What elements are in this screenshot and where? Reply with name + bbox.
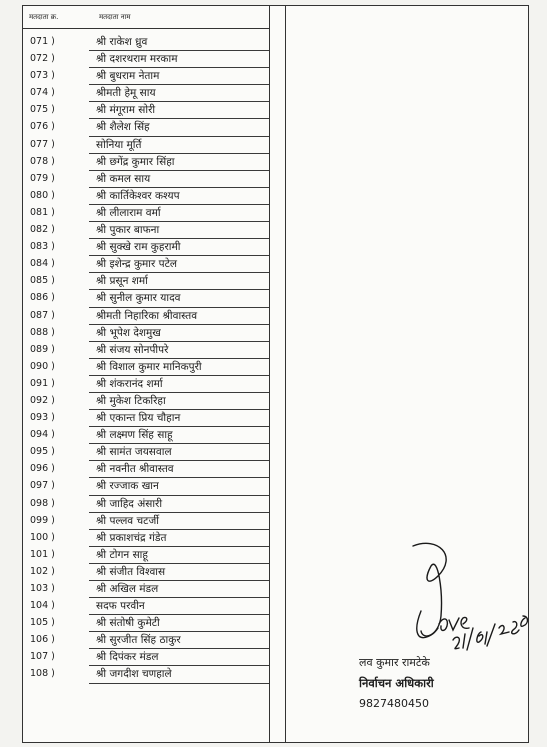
row-rule xyxy=(89,272,269,273)
voter-serial: 074 ) xyxy=(30,87,55,99)
document-sheet xyxy=(22,5,529,743)
list-item xyxy=(23,633,269,650)
list-item xyxy=(23,343,269,360)
voter-name: श्री मंगूराम सोरी xyxy=(96,104,156,117)
voter-serial: 097 ) xyxy=(30,480,55,492)
voter-name: श्री टोगन साहू xyxy=(96,548,148,561)
voter-serial: 077 ) xyxy=(30,138,55,150)
list-item xyxy=(23,394,269,411)
list-item xyxy=(23,274,269,291)
list-item xyxy=(23,326,269,343)
voter-serial: 071 ) xyxy=(30,36,55,47)
row-rule xyxy=(89,648,269,649)
list-item xyxy=(23,479,269,496)
row-rule xyxy=(89,255,269,256)
voter-name: श्री प्रसून शर्मा xyxy=(96,275,148,288)
row-rule xyxy=(89,495,269,496)
row-rule xyxy=(89,529,269,530)
row-rule xyxy=(89,153,269,154)
row-rule xyxy=(89,580,269,581)
voter-name: श्री जाहिद अंसारी xyxy=(96,497,163,510)
row-rule xyxy=(89,358,269,359)
list-item xyxy=(23,291,269,308)
row-rule xyxy=(89,238,269,239)
row-rule xyxy=(89,631,269,632)
voter-serial: 105 ) xyxy=(30,617,55,629)
voter-name: श्रीमती हेमू साय xyxy=(96,87,156,100)
table-header xyxy=(23,6,269,29)
voter-name: श्री कमल साय xyxy=(96,172,151,185)
list-item xyxy=(23,223,269,240)
voter-serial: 087 ) xyxy=(30,309,55,321)
row-rule xyxy=(89,426,269,427)
row-rule xyxy=(89,101,269,102)
voter-name: श्री मुकेश टिकरिहा xyxy=(96,394,166,407)
voter-serial: 106 ) xyxy=(30,634,55,646)
voter-serial: 104 ) xyxy=(30,600,55,612)
voter-serial: 072 ) xyxy=(30,53,55,65)
list-item xyxy=(23,462,269,479)
row-rule xyxy=(89,221,269,222)
voter-serial: 101 ) xyxy=(30,548,55,560)
voter-serial: 103 ) xyxy=(30,583,55,594)
voter-serial: 098 ) xyxy=(30,497,55,509)
list-item xyxy=(23,445,269,462)
list-item xyxy=(23,616,269,633)
voter-serial: 090 ) xyxy=(30,360,55,372)
voter-serial: 078 ) xyxy=(30,155,55,167)
row-rule xyxy=(89,204,269,205)
list-item xyxy=(23,69,269,86)
row-rule xyxy=(89,563,269,564)
signature-block xyxy=(359,655,529,710)
voter-name: श्री विशाल कुमार मानिकपुरी xyxy=(96,360,202,373)
list-item xyxy=(23,377,269,394)
voter-name: श्री कार्तिकेश्वर कश्यप xyxy=(96,189,180,202)
row-rule xyxy=(89,187,269,188)
row-rule xyxy=(89,341,269,342)
list-item xyxy=(23,428,269,445)
row-rule xyxy=(89,392,269,393)
list-item xyxy=(23,411,269,428)
voter-serial: 088 ) xyxy=(30,326,55,338)
voter-name: श्री छगेंद्र कुमार सिंहा xyxy=(96,155,175,168)
voter-name: श्री पल्लव चटर्जी xyxy=(96,514,159,527)
voter-name: श्री दिपंकर मंडल xyxy=(96,651,159,664)
row-rule xyxy=(89,50,269,51)
voter-serial: 096 ) xyxy=(30,463,55,475)
list-item xyxy=(23,599,269,616)
row-rule xyxy=(89,136,269,137)
voter-serial: 073 ) xyxy=(30,70,55,82)
officer-phone: 9827480450 xyxy=(359,697,429,710)
row-rule xyxy=(89,477,269,478)
voter-serial: 081 ) xyxy=(30,206,55,218)
voter-serial: 102 ) xyxy=(30,565,55,577)
list-item xyxy=(23,103,269,120)
list-item xyxy=(23,650,269,667)
list-item xyxy=(23,172,269,189)
voter-name: श्री प्रकाशचंद्र गंडेत xyxy=(96,531,167,544)
voter-name: श्री शंकरानंद शर्मा xyxy=(96,377,163,390)
column-divider xyxy=(269,6,270,742)
row-rule xyxy=(89,683,269,684)
row-rule xyxy=(89,409,269,410)
voter-serial: 076 ) xyxy=(30,121,55,133)
voter-serial: 107 ) xyxy=(30,651,55,663)
voter-serial: 094 ) xyxy=(30,429,55,441)
voter-name: श्री सुरजीत सिंह ठाकुर xyxy=(96,634,181,647)
row-rule xyxy=(89,289,269,290)
list-item xyxy=(23,360,269,377)
voter-name: श्रीमती निहारिका श्रीवास्तव xyxy=(96,309,198,322)
row-rule xyxy=(89,443,269,444)
voter-list xyxy=(23,35,269,685)
row-rule xyxy=(89,375,269,376)
name-header: मतदाता नाम xyxy=(99,13,131,21)
column-divider xyxy=(285,6,286,742)
voter-name: श्री रज्जाक खान xyxy=(96,480,159,493)
officer-name: लव कुमार रामटेके xyxy=(359,656,430,669)
voter-serial: 083 ) xyxy=(30,241,55,253)
voter-serial: 092 ) xyxy=(30,394,55,406)
voter-serial: 084 ) xyxy=(30,258,55,270)
voter-serial: 100 ) xyxy=(30,531,55,543)
voter-serial: 091 ) xyxy=(30,377,55,389)
row-rule xyxy=(89,512,269,513)
row-rule xyxy=(89,460,269,461)
voter-name: श्री दशरथराम मरकाम xyxy=(96,53,178,66)
voter-name: श्री सामंत जयसवाल xyxy=(96,446,172,459)
voter-serial: 089 ) xyxy=(30,343,55,355)
voter-name: श्री लक्ष्मण सिंह साहू xyxy=(96,429,173,442)
voter-serial: 086 ) xyxy=(30,292,55,304)
list-item xyxy=(23,52,269,69)
voter-serial: 095 ) xyxy=(30,446,55,458)
voter-serial: 079 ) xyxy=(30,172,55,184)
voter-name: श्री एकान्त प्रिय चौहान xyxy=(96,412,181,425)
list-item xyxy=(23,667,269,684)
serial-header: मतदाता क्र. xyxy=(29,13,59,21)
voter-serial: 080 ) xyxy=(30,189,55,201)
voter-serial: 108 ) xyxy=(30,668,55,680)
row-rule xyxy=(89,67,269,68)
voter-name: श्री सुनील कुमार यादव xyxy=(96,292,181,305)
voter-serial: 082 ) xyxy=(30,224,55,236)
voter-name: श्री भूपेश देशमुख xyxy=(96,326,161,339)
list-item xyxy=(23,514,269,531)
row-rule xyxy=(89,170,269,171)
list-item xyxy=(23,548,269,565)
voter-name: श्री संजीत विश्वास xyxy=(96,565,166,578)
voter-serial: 093 ) xyxy=(30,412,55,424)
voter-name: श्री पुकार बाफना xyxy=(96,224,160,237)
row-rule xyxy=(89,324,269,325)
voter-name: श्री अखिल मंडल xyxy=(96,583,159,595)
voter-name: श्री जगदीश चणहाले xyxy=(96,668,172,681)
voter-name: श्री सुक्खे राम कुहरामी xyxy=(96,241,181,254)
voter-name: श्री संतोषी कुमेटी xyxy=(96,617,160,630)
voter-serial: 085 ) xyxy=(30,275,55,287)
signature-image xyxy=(383,536,543,656)
list-item xyxy=(23,86,269,103)
row-rule xyxy=(89,307,269,308)
voter-name: श्री बुधराम नेताम xyxy=(96,70,160,83)
voter-name: श्री लीलाराम वर्मा xyxy=(96,206,161,219)
list-item xyxy=(23,531,269,548)
voter-name: श्री शैलेश सिंह xyxy=(96,121,150,134)
row-rule xyxy=(89,597,269,598)
voter-serial: 099 ) xyxy=(30,514,55,526)
list-item xyxy=(23,155,269,172)
voter-name: श्री नवनीत श्रीवास्तव xyxy=(96,463,174,476)
list-item xyxy=(23,309,269,326)
list-item xyxy=(23,240,269,257)
officer-title: निर्वाचन अधिकारी xyxy=(359,676,434,690)
list-item xyxy=(23,497,269,514)
voter-name: श्री राकेश ध्रुव xyxy=(96,36,148,48)
row-rule xyxy=(89,546,269,547)
row-rule xyxy=(89,614,269,615)
row-rule xyxy=(89,84,269,85)
voter-name: सोनिया मूर्ति xyxy=(96,138,142,151)
list-item xyxy=(23,35,269,52)
row-rule xyxy=(89,118,269,119)
list-item xyxy=(23,565,269,582)
row-rule xyxy=(89,665,269,666)
voter-name: श्री इशेन्द्र कुमार पटेल xyxy=(96,258,178,271)
voter-name: श्री संजय सोनपीपरे xyxy=(96,343,169,356)
list-item xyxy=(23,257,269,274)
list-item xyxy=(23,189,269,206)
list-item xyxy=(23,206,269,223)
list-item xyxy=(23,138,269,155)
list-item xyxy=(23,582,269,599)
voter-serial: 075 ) xyxy=(30,104,55,116)
list-item xyxy=(23,120,269,137)
voter-name: सदफ परवीन xyxy=(96,600,145,613)
